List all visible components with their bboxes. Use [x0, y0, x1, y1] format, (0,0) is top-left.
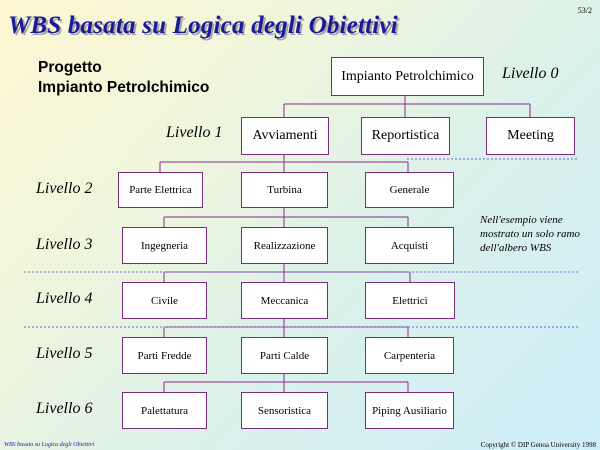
level-label-3: Livello 3	[36, 236, 93, 253]
project-label-line2: Impianto Petrolchimico	[38, 79, 210, 96]
wbs-node-parti-calde: Parti Calde	[241, 337, 328, 374]
wbs-node-palettatura: Palettatura	[122, 392, 207, 429]
level-label-5: Livello 5	[36, 345, 93, 362]
wbs-node-meccanica: Meccanica	[241, 282, 328, 319]
slide-title: WBS basata su Logica degli Obiettivi	[8, 12, 398, 39]
wbs-node-root: Impianto Petrolchimico	[331, 57, 484, 96]
wbs-node-piping-ausiliario: Piping Ausiliario	[365, 392, 454, 429]
level-label-1: Livello 1	[166, 124, 223, 141]
wbs-node-sensoristica: Sensoristica	[241, 392, 328, 429]
wbs-node-generale: Generale	[365, 172, 454, 208]
level-label-0: Livello 0	[502, 65, 559, 82]
level-label-6: Livello 6	[36, 400, 93, 417]
wbs-node-elettrici: Elettrici	[365, 282, 455, 319]
wbs-node-acquisti: Acquisti	[365, 227, 454, 264]
wbs-node-ingegneria: Ingegneria	[122, 227, 207, 264]
wbs-node-avviamenti: Avviamenti	[241, 117, 329, 155]
explanatory-note: Nell'esempio viene mostrato un solo ramo dell'albero WBS	[480, 214, 580, 254]
project-label-line1: Progetto	[38, 59, 102, 76]
footer-title: WBS basata su Logica degli Obiettivi	[4, 442, 95, 448]
wbs-node-reportistica: Reportistica	[361, 117, 450, 155]
wbs-node-parti-fredde: Parti Fredde	[122, 337, 207, 374]
wbs-node-parte-elettrica: Parte Elettrica	[118, 172, 203, 208]
wbs-node-realizzazione: Realizzazione	[241, 227, 328, 264]
level-label-4: Livello 4	[36, 290, 93, 307]
page-number: 53/2	[577, 6, 592, 15]
level-label-2: Livello 2	[36, 180, 93, 197]
wbs-node-meeting: Meeting	[486, 117, 575, 155]
wbs-node-carpenteria: Carpenteria	[365, 337, 454, 374]
wbs-node-civile: Civile	[122, 282, 207, 319]
wbs-node-turbina: Turbina	[241, 172, 328, 208]
footer-copyright: Copyright © DIP Genoa University 1998	[480, 441, 596, 449]
